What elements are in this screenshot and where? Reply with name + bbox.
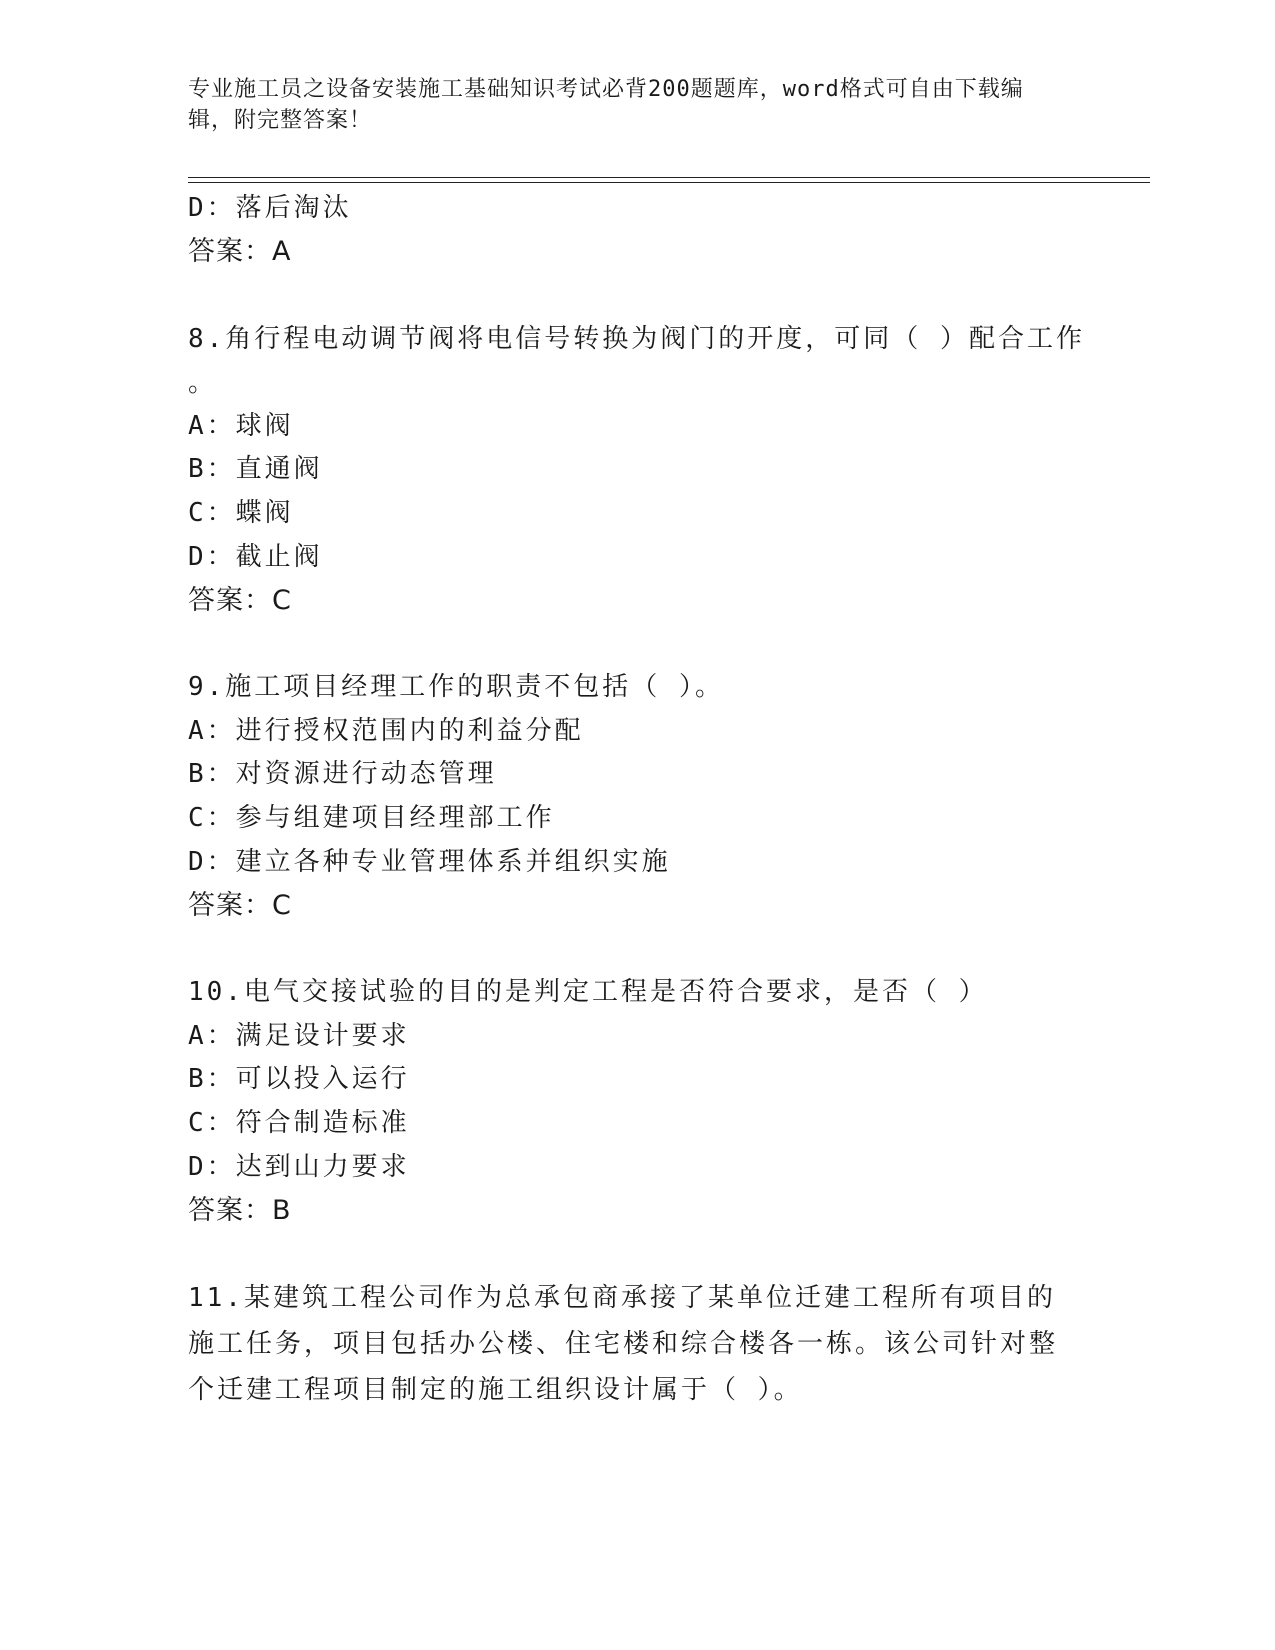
q11-question: 11.某建筑工程公司作为总承包商承接了某单位迁建工程所有项目的施工任务，项目包括办公楼、住宅楼和综合楼各一栋。该公司针对整个迁建工程项目制定的施工组织设计属于（ ）。	[188, 1283, 1059, 1405]
document-header: 专业施工员之设备安装施工基础知识考试必背200题题库，word格式可自由下载编辑，附完整答案！	[188, 77, 1024, 133]
q9-option-d: D：建立各种专业管理体系并组织实施	[188, 847, 671, 877]
q9-option-a: A：进行授权范围内的利益分配	[188, 716, 584, 746]
q9-question: 9.施工项目经理工作的职责不包括（ ）。	[188, 672, 724, 702]
q7-option-d: D：落后淘汰	[188, 193, 352, 223]
q9-option-b: B：对资源进行动态管理	[188, 759, 497, 789]
q8-option-b: B：直通阀	[188, 454, 323, 484]
q9-answer: 答案：C	[188, 890, 292, 921]
q10-option-b: B：可以投入运行	[188, 1064, 410, 1094]
q10-option-c: C：符合制造标准	[188, 1108, 410, 1138]
header-rule-top	[188, 177, 1150, 178]
q9-option-c: C：参与组建项目经理部工作	[188, 803, 555, 833]
q8-option-c: C：蝶阀	[188, 498, 294, 528]
q8-question-line2: 。	[188, 368, 218, 398]
q8-answer: 答案：C	[188, 585, 292, 616]
q10-answer: 答案：B	[188, 1195, 292, 1226]
q10-question: 10.电气交接试验的目的是判定工程是否符合要求，是否（ ）	[188, 977, 988, 1007]
q8-option-d: D：截止阀	[188, 542, 323, 572]
q10-option-a: A：满足设计要求	[188, 1021, 410, 1051]
q8-question-line1: 8.角行程电动调节阀将电信号转换为阀门的开度，可同（ ）配合工作	[188, 324, 1085, 354]
q7-answer: 答案：A	[188, 236, 292, 267]
q8-option-a: A：球阀	[188, 411, 294, 441]
header-rule-bottom	[188, 182, 1150, 183]
q10-option-d: D：达到山力要求	[188, 1152, 410, 1182]
